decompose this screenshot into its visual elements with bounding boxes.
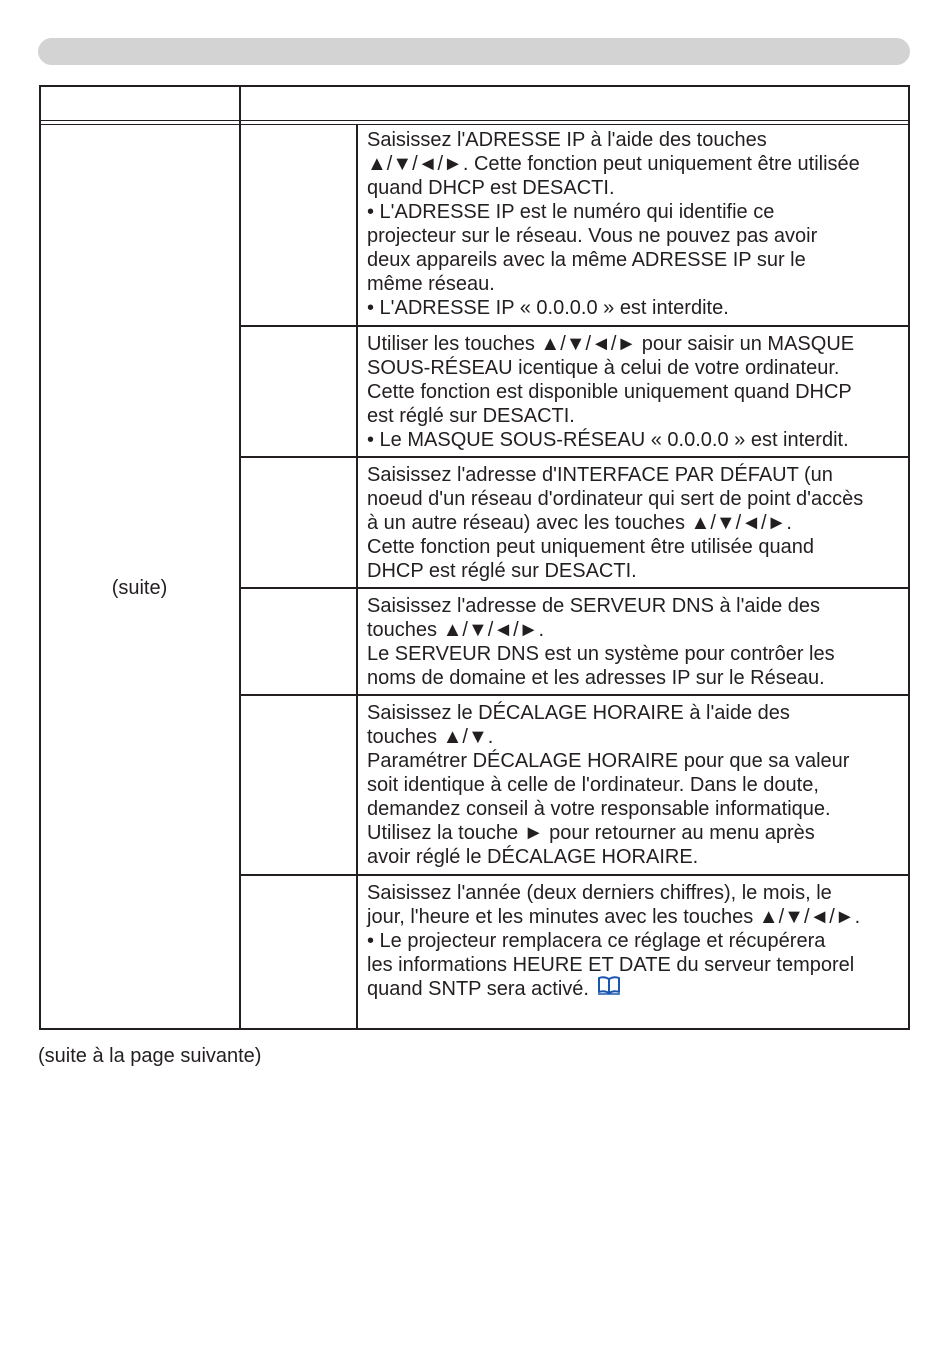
time-difference-description: Saisissez le DÉCALAGE HORAIRE à l'aide des touches ▲/▼. Paramétrer DÉCALAGE HORAIRE pour que sa valeur soit identique à celle de l'ordinateur. Dans le doute, demandez conseil à votre responsable informatique. Utilisez la touche ► pour retourner au menu après avoir réglé le DÉCALAGE HORAIRE. [367, 702, 850, 868]
ip-address-description: Saisissez l'ADRESSE IP à l'aide des touches ▲/▼/◄/►. Cette fonction peut uniquement être utilisée quand DHCP est DESACTI. • L'ADRESSE IP est le numéro qui identifie ce projecteur sur le réseau. Vous ne pouvez pas avoir deux appareils avec la même ADRESSE IP sur le même réseau. • L'ADRESSE IP « 0.0.0.0 » est interdite. [367, 129, 860, 319]
default-gateway-description: Saisissez l'adresse d'INTERFACE PAR DÉFAUT (un noeud d'un réseau d'ordinateur qui sert de point d'accès à un autre réseau) avec les touches ▲/▼/◄/►. Cette fonction peut uniquement être utilisée quand DHCP est réglé sur DESACTI. [367, 464, 864, 582]
date-time-description: Saisissez l'année (deux derniers chiffres), le mois, le jour, l'heure et les minutes avec les touches ▲/▼/◄/►. • Le projecteur remplacera ce réglage et récupérera les informations HEURE ET DATE du serveur temporel quand SNTP sera activé. [367, 882, 861, 1000]
continued-next-page-note: (suite à la page suivante) [38, 1045, 262, 1067]
subnet-mask-description: Utiliser les touches ▲/▼/◄/► pour saisir un MASQUE SOUS-RÉSEAU icentique à celui de votre ordinateur. Cette fonction est disponible uniquement quand DHCP est réglé sur DESACTI. • Le MASQUE SOUS-RÉSEAU « 0.0.0.0 » est interdit. [367, 333, 855, 451]
continued-label: (suite) [111, 577, 168, 599]
header-bar [38, 38, 910, 65]
book-icon[interactable] [597, 975, 621, 1001]
dns-server-description: Saisissez l'adresse de SERVEUR DNS à l'aide des touches ▲/▼/◄/►. Le SERVEUR DNS est un système pour contrôer les noms de domaine et les adresses IP sur le Réseau. [367, 595, 835, 689]
